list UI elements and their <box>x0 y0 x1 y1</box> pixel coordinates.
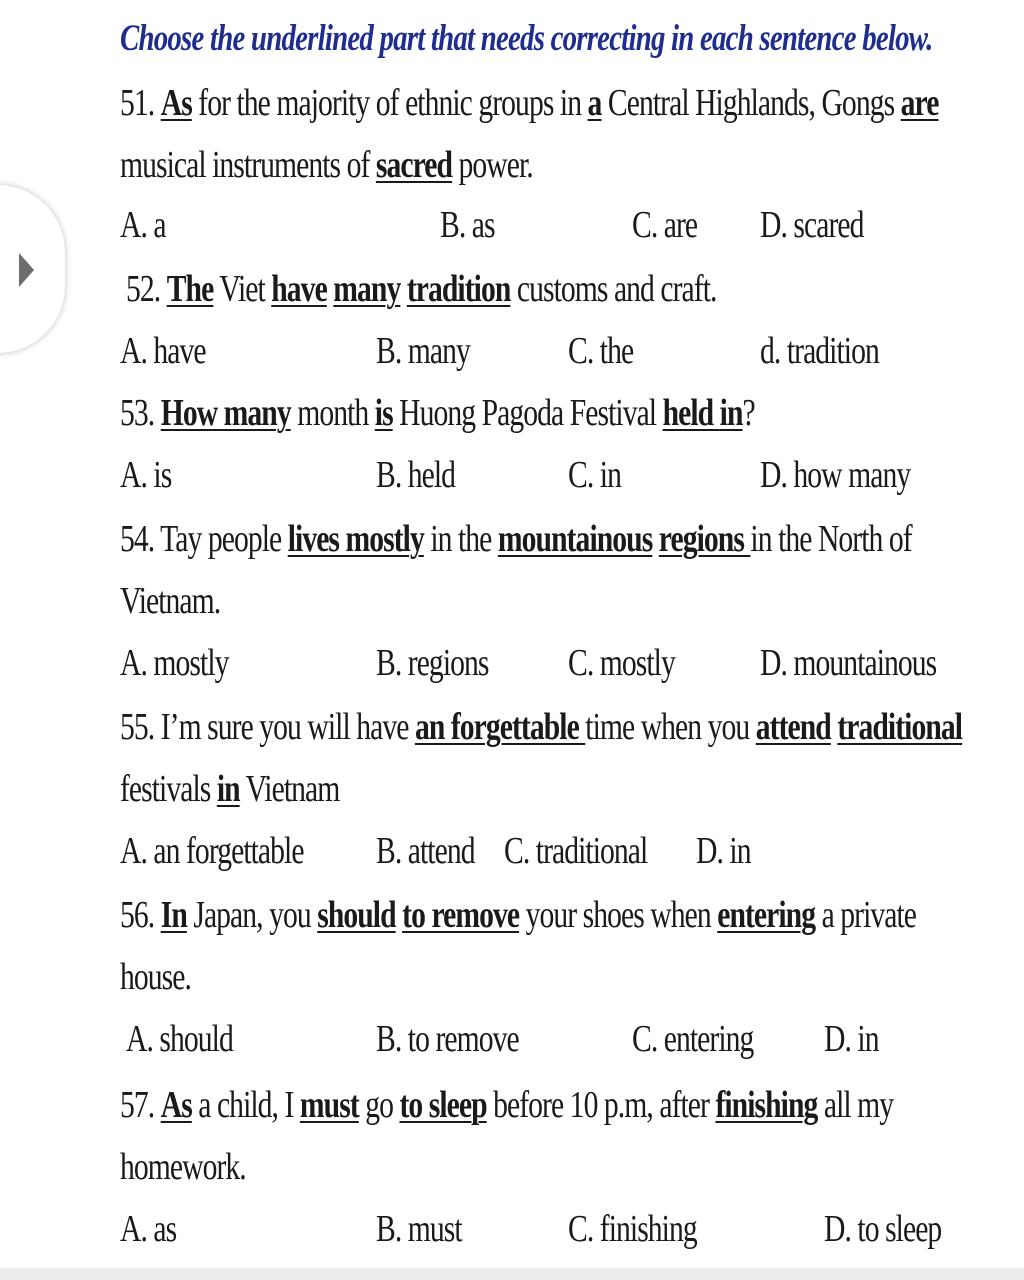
q56-option-d: D. in <box>824 1018 879 1060</box>
instruction-heading: Choose the underlined part that needs correcting in each sentence below. <box>120 18 933 59</box>
q51-option-b: B. as <box>440 204 495 246</box>
q55-option-a: A. an forgettable <box>120 830 304 872</box>
question-57-line-1: 57. As a child, I must go to sleep before 10 p.m, after finishing all my <box>120 1084 894 1126</box>
q54-option-d: D. mountainous <box>760 642 937 684</box>
q51-option-a: A. a <box>120 204 166 246</box>
question-55-line-2: festivals in Vietnam <box>120 768 340 810</box>
q52-option-c: C. the <box>568 330 634 372</box>
question-56-line-2: house. <box>120 956 191 998</box>
q54-option-a: A. mostly <box>120 642 229 684</box>
q53-option-a: A. is <box>120 454 172 496</box>
question-53-line-1: 53. How many month is Huong Pagoda Festival held in? <box>120 392 755 434</box>
q51-option-d: D. scared <box>760 204 864 246</box>
q54-option-c: C. mostly <box>568 642 675 684</box>
q56-option-c: C. entering <box>632 1018 754 1060</box>
q51-option-c: C. are <box>632 204 698 246</box>
play-triangle-icon <box>19 253 34 287</box>
q57-option-b: B. must <box>376 1208 462 1250</box>
q52-option-a: A. have <box>120 330 206 372</box>
q55-option-c: C. traditional <box>504 830 648 872</box>
q55-option-d: D. in <box>696 830 751 872</box>
q53-option-c: C. in <box>568 454 621 496</box>
question-51-line-1: 51. As for the majority of ethnic groups in a Central Highlands, Gongs are <box>120 82 939 124</box>
question-55-line-1: 55. I’m sure you will have an forgettable time when you attend traditional <box>120 706 963 748</box>
q57-option-d: D. to sleep <box>824 1208 942 1250</box>
q56-option-a: A. should <box>126 1018 233 1060</box>
question-54-line-2: Vietnam. <box>120 580 221 622</box>
q57-option-c: C. finishing <box>568 1208 697 1250</box>
q52-option-d: d. tradition <box>760 330 879 372</box>
bottom-scroll-strip <box>0 1268 1024 1280</box>
question-51-line-2: musical instruments of sacred power. <box>120 144 533 186</box>
q52-option-b: B. many <box>376 330 470 372</box>
question-56-line-1: 56. In Japan, you should to remove your shoes when entering a private <box>120 894 917 936</box>
q53-option-d: D. how many <box>760 454 911 496</box>
q57-option-a: A. as <box>120 1208 177 1250</box>
q54-option-b: B. regions <box>376 642 489 684</box>
q53-option-b: B. held <box>376 454 456 496</box>
question-54-line-1: 54. Tay people lives mostly in the mountainous regions in the North of <box>120 518 912 560</box>
q55-option-b: B. attend <box>376 830 475 872</box>
q56-option-b: B. to remove <box>376 1018 519 1060</box>
question-52-line-1: 52. The Viet have many tradition customs and craft. <box>126 268 717 310</box>
question-57-line-2: homework. <box>120 1146 246 1188</box>
